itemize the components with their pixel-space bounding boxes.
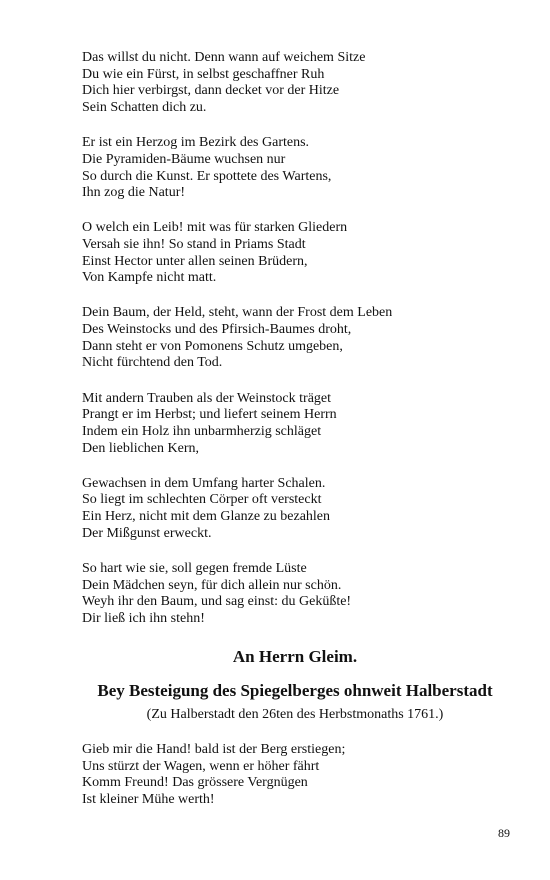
verse-line: So liegt im schlechten Cörper oft versteckt <box>82 492 322 508</box>
verse-line: Mit andern Trauben als der Weinstock träget <box>82 390 332 406</box>
verse-line: Du wie ein Fürst, in selbst geschaffner Ruh <box>82 66 325 82</box>
verse-line: Von Kampfe nicht matt. <box>82 270 217 286</box>
page-number: 89 <box>498 826 510 840</box>
verse-line: Weyh ihr den Baum, und sag einst: du Geküßte! <box>82 594 352 610</box>
stanza <box>82 391 522 458</box>
verse-line: Gieb mir die Hand! bald ist der Berg erstiegen; <box>82 742 346 757</box>
verse-line: Versah sie ihn! So stand in Priams Stadt <box>82 236 306 252</box>
verse-line: Ihn zog die Natur! <box>82 185 186 201</box>
poem-subtitle: Bey Besteigung des Spiegelberges ohnweit Halberstadt <box>97 681 493 700</box>
verse-line: So durch die Kunst. Er spottete des Wartens, <box>82 168 332 184</box>
verse-line: Ist kleiner Mühe werth! <box>82 792 215 808</box>
stanza <box>82 135 522 202</box>
verse-line: Er ist ein Herzog im Bezirk des Gartens. <box>82 135 310 151</box>
verse-line: Des Weinstocks und des Pfirsich-Baumes droht, <box>82 322 352 338</box>
verse-line: Dein Baum, der Held, steht, wann der Frost dem Leben <box>82 305 393 321</box>
verse-line: Prangt er im Herbst; und liefert seinem Herrn <box>82 407 337 423</box>
stanza <box>82 220 522 287</box>
verse-line: Der Mißgunst erweckt. <box>82 525 212 541</box>
stanza <box>82 305 522 372</box>
verse-line: Dir ließ ich ihn stehn! <box>82 610 205 626</box>
verse-line: Dein Mädchen seyn, für dich allein nur schön. <box>82 577 342 593</box>
verse-line: Den lieblichen Kern, <box>82 440 200 456</box>
verse-line: Sein Schatten dich zu. <box>82 100 207 116</box>
stanza <box>82 561 522 628</box>
stanza <box>82 50 522 117</box>
verse-line: Indem ein Holz ihn unbarmherzig schläget <box>82 423 322 439</box>
poem-title: An Herrn Gleim. <box>232 647 358 666</box>
verse-line: Das willst du nicht. Denn wann auf weichem Sitze <box>82 50 366 65</box>
verse-line: Komm Freund! Das grössere Vergnügen <box>82 775 308 791</box>
verse-line: Die Pyramiden-Bäume wuchsen nur <box>82 151 286 167</box>
second-poem-stanza <box>82 742 522 809</box>
verse-line: Gewachsen in dem Umfang harter Schalen. <box>82 475 326 491</box>
stanza <box>82 476 522 543</box>
verse-line: Dich hier verbirgst, dann decket vor der Hitze <box>82 83 340 99</box>
poem-stanzas <box>82 50 522 646</box>
verse-line: Uns stürzt der Wagen, wenn er höher fährt <box>82 758 320 774</box>
verse-line: Dann steht er von Pomonens Schutz umgeben, <box>82 338 343 354</box>
verse-line: Einst Hector unter allen seinen Brüdern, <box>82 253 308 269</box>
verse-line: Ein Herz, nicht mit dem Glanze zu bezahlen <box>82 509 331 525</box>
verse-line: So hart wie sie, soll gegen fremde Lüste <box>82 560 307 576</box>
poem-dateline: (Zu Halberstadt den 26ten des Herbstmonaths 1761.) <box>146 707 444 722</box>
verse-line: Nicht fürchtend den Tod. <box>82 355 223 371</box>
verse-line: O welch ein Leib! mit was für starken Gliedern <box>82 220 348 236</box>
